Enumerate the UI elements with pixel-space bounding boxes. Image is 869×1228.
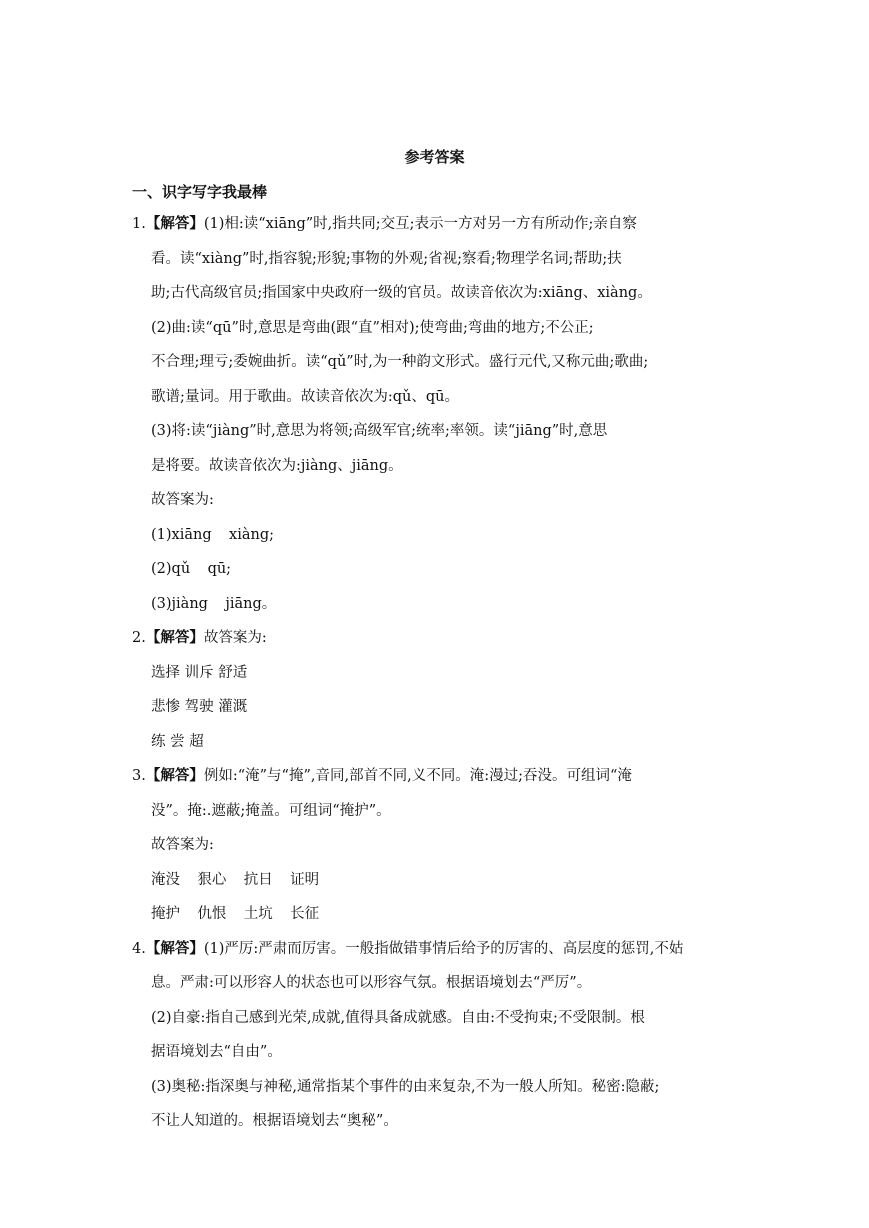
word: 淹没 [151, 871, 180, 888]
q3-number: 3. [132, 768, 146, 784]
page-title: 参考答案 [404, 148, 465, 166]
q4-line-2: 息。严肃:可以形容人的状态也可以形容气氛。根据语境划去“严厉”。 [151, 975, 592, 991]
q3-answer-label: 故答案为: [151, 837, 214, 853]
q1-line-5: 不合理;理亏;委婉曲折。读“qǔ”时,为一种韵文形式。盛行元代,又称元曲;歌曲; [151, 354, 649, 370]
q4-line-1 [132, 932, 738, 967]
q3-line-2: 没”。掩:.遮蔽;掩盖。可组词“掩护”。 [151, 802, 391, 819]
word: 证明 [290, 871, 320, 888]
answer-prefix: (2) [151, 561, 172, 577]
q4-line-3: (2)自豪:指自己感到光荣,成就,值得具备成就感。自由:不受拘束;不受限制。根 [151, 1009, 645, 1026]
q1-text: (1)相:读“xiāng”时,指共同;交互;表示一方对另一方有所动作;亲自察 [203, 216, 637, 232]
q4-text: (1)严厉:严肃而厉害。一般指做错事情后给予的厉害的、高层度的惩罚,不姑 [203, 940, 684, 957]
word: 土坑 [243, 906, 273, 922]
answer-tag: 【解答】 [145, 216, 204, 232]
answer-prefix: (1) [151, 526, 172, 543]
word: 抗日 [243, 871, 273, 888]
answer-word: jiāng。 [225, 595, 277, 612]
answer-word: xiàng; [229, 526, 274, 543]
q2-line-1 [132, 621, 738, 656]
answer-word: qū; [207, 561, 232, 577]
q1-line-2: 看。读“xiàng”时,指容貌;形貌;事物的外观;省视;察看;物理学名词;帮助;扶 [151, 250, 622, 267]
q1-line-4: (2)曲:读“qū”时,意思是弯曲(跟“直”相对);使弯曲;弯曲的地方;不公正; [151, 319, 594, 336]
answer-tag: 【解答】 [145, 630, 204, 646]
word: 掩护 [151, 906, 180, 922]
word: 长征 [290, 906, 320, 922]
q1-answer-3 [132, 587, 738, 622]
q1-line-1 [132, 207, 738, 242]
q1-line-8: 是将要。故读音依次为:jiàng、jiāng。 [151, 457, 403, 474]
q2-row-1: 选择 训斥 舒适 [151, 664, 248, 681]
q1-number: 1. [132, 216, 146, 232]
answer-word: jiàng [171, 595, 208, 612]
q4-line-5: (3)奥秘:指深奥与神秘,通常指某个事件的由来复杂,不为一般人所知。秘密:隐蔽; [151, 1078, 660, 1095]
q2-number: 2. [132, 630, 146, 646]
q2-text: 故答案为: [203, 630, 267, 646]
q3-text: 例如:“淹”与“掩”,音同,部首不同,义不同。淹:漫过;吞没。可组词“淹 [203, 768, 632, 784]
section-heading: 一、识字写字我最棒 [132, 183, 268, 201]
q4-line-6: 不让人知道的。根据语境划去“奥秘”。 [151, 1113, 398, 1129]
answer-word: qǔ [171, 561, 191, 577]
answer-tag: 【解答】 [145, 940, 204, 957]
q1-line-3: 助;古代高级官员;指国家中央政府一级的官员。故读音依次为:xiāng、xiàng。 [151, 285, 652, 301]
q4-number: 4. [132, 940, 146, 957]
q1-line-6: 歌谱;量词。用于歌曲。故读音依次为:qǔ、qū。 [151, 388, 460, 405]
word: 仇恨 [197, 906, 227, 922]
answer-tag: 【解答】 [145, 768, 204, 784]
q1-answer-label: 故答案为: [151, 492, 214, 508]
q4-line-4: 据语境划去“自由”。 [151, 1044, 282, 1060]
q1-answer-2 [132, 552, 738, 587]
answer-word: xiāng [171, 526, 212, 543]
word: 狠心 [197, 871, 227, 888]
q2-row-2: 悲惨 驾驶 灌溉 [151, 699, 248, 715]
q1-answer-1 [132, 518, 738, 553]
q3-row-2 [132, 897, 738, 932]
q3-row-1 [132, 863, 738, 898]
q2-row-3: 练 尝 超 [151, 733, 204, 750]
answer-content [132, 207, 738, 1139]
q1-line-7: (3)将:读“jiàng”时,意思为将领;高级军官;统率;率领。读“jiāng”时,意思 [151, 423, 608, 439]
q3-line-1 [132, 759, 738, 794]
answer-prefix: (3) [151, 595, 172, 612]
